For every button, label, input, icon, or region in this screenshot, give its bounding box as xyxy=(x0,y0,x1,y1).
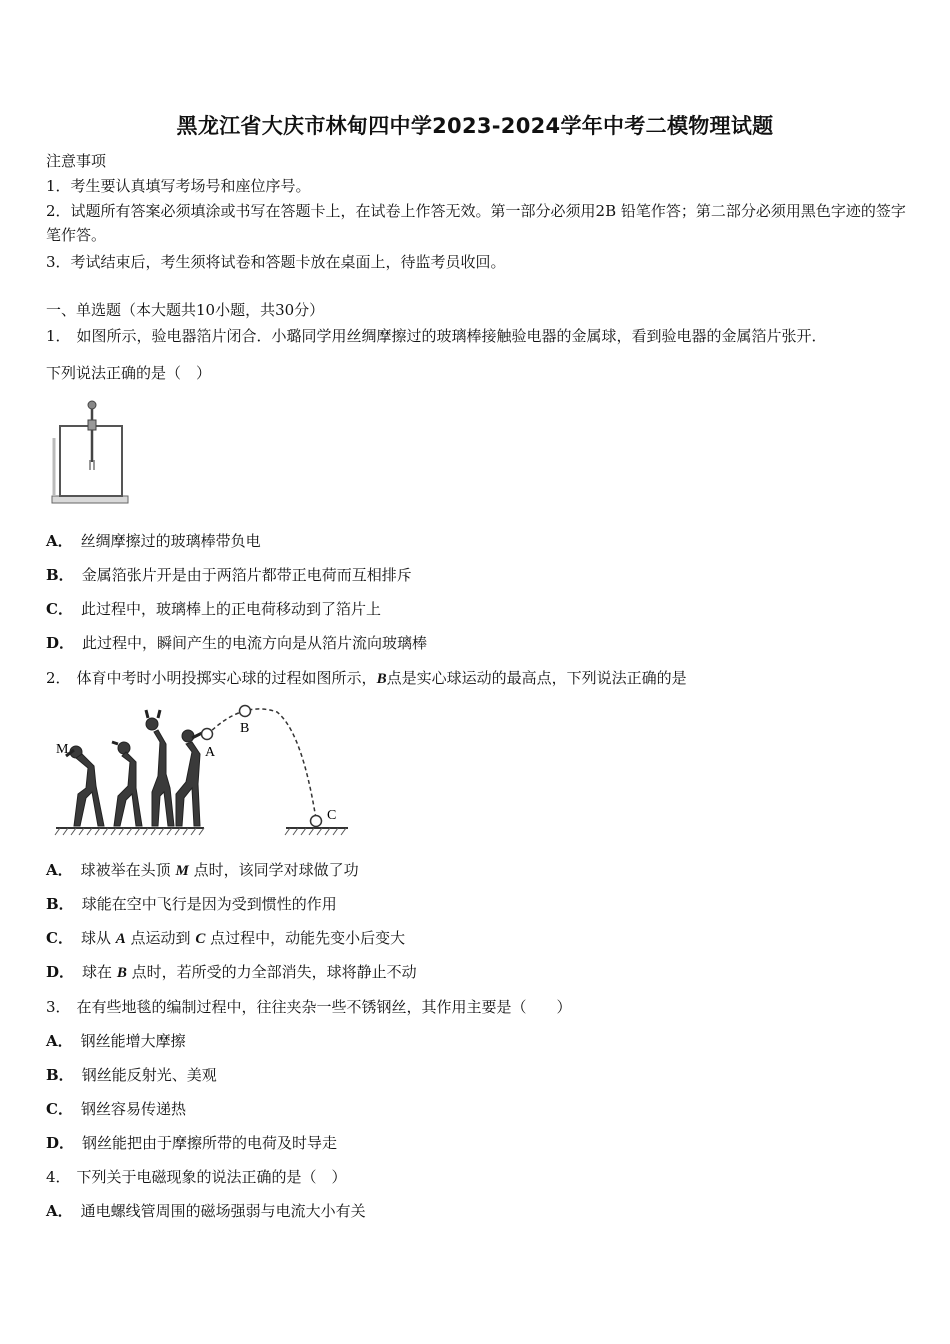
option-text: 钢丝能反射光、美观 xyxy=(81,1066,217,1084)
q2-option-a xyxy=(46,858,910,883)
question-text: 如图所示，验电器箔片闭合．小璐同学用丝绸摩擦过的玻璃棒接触验电器的金属球，看到验电器的金属箔片张开． xyxy=(76,327,827,345)
ball-at-c xyxy=(311,816,322,827)
q1-option-d xyxy=(46,631,910,655)
section-heading: 一、单选题（本大题共10小题，共30分） xyxy=(46,301,325,319)
q2-option-c xyxy=(46,926,910,951)
option-label: D． xyxy=(46,963,75,981)
q3-option-b xyxy=(46,1063,910,1087)
notice-item-3: 3．考试结束后，考生须将试卷和答题卡放在桌面上，待监考员收回。 xyxy=(46,253,506,271)
option-text-mid: 点运动到 xyxy=(130,929,191,947)
option-text: 此过程中，玻璃棒上的正电荷移动到了箔片上 xyxy=(80,600,381,618)
ball-at-a xyxy=(202,729,213,740)
label-a: A xyxy=(205,745,216,760)
option-text: 钢丝能把由于摩擦所带的电荷及时导走 xyxy=(82,1134,338,1152)
electroscope-knob xyxy=(88,401,96,409)
question-text-c: 点是实心球运动的最高点，下列说法正确的是 xyxy=(386,669,687,687)
athlete-pose-3 xyxy=(146,710,174,826)
question-number: 3． xyxy=(46,998,71,1016)
option-text: 此过程中，瞬间产生的电流方向是从箔片流向玻璃棒 xyxy=(82,634,428,652)
athlete-pose-2 xyxy=(112,742,142,826)
option-text: 钢丝容易传递热 xyxy=(80,1100,186,1118)
question-text-a: 体育中考时小明投掷实心球的过程如图所示， xyxy=(76,669,377,687)
athlete-pose-1 xyxy=(66,746,104,826)
option-var-2: C xyxy=(195,931,206,947)
athlete-pose-4 xyxy=(176,730,204,826)
label-m: M xyxy=(56,742,69,757)
question-number: 4． xyxy=(46,1168,71,1186)
shot-put-figure xyxy=(52,702,352,842)
option-label: A． xyxy=(46,861,73,879)
option-label: C． xyxy=(46,1100,73,1118)
option-text: 球能在空中飞行是因为受到惯性的作用 xyxy=(81,895,337,913)
option-text: 丝绸摩擦过的玻璃棒带负电 xyxy=(80,532,261,550)
ground-left-hatch xyxy=(55,828,204,835)
electroscope-stopper xyxy=(88,420,96,430)
option-label: B． xyxy=(46,566,74,584)
q1-option-a xyxy=(46,529,910,553)
option-var: M xyxy=(175,863,189,879)
q4-option-a xyxy=(46,1199,910,1223)
option-label: A． xyxy=(46,532,73,550)
option-label: D． xyxy=(46,1134,75,1152)
option-label: A． xyxy=(46,1032,73,1050)
option-label: C． xyxy=(46,929,73,947)
question-text: 在有些地毯的编制过程中，往往夹杂一些不锈钢丝，其作用主要是（ ） xyxy=(76,998,572,1016)
label-b: B xyxy=(240,721,250,736)
question-1 xyxy=(46,324,910,348)
electroscope-figure xyxy=(46,398,136,510)
option-var: A xyxy=(115,931,126,947)
option-label: D． xyxy=(46,634,75,652)
question-3 xyxy=(46,995,910,1019)
question-number: 1． xyxy=(46,327,71,345)
option-text: 球在 xyxy=(82,963,113,981)
option-text-end: 点过程中，动能先变小后变大 xyxy=(210,929,406,947)
ball-at-b xyxy=(240,706,251,717)
q3-option-c xyxy=(46,1097,910,1121)
option-text: 球从 xyxy=(80,929,111,947)
ball-trajectory xyxy=(207,709,316,819)
label-c: C xyxy=(327,808,337,823)
option-text-end: 点时，若所受的力全部消失，球将静止不动 xyxy=(131,963,417,981)
page-title: 黑龙江省大庆市林甸四中学2023-2024学年中考二模物理试题 xyxy=(176,114,774,138)
option-text: 球被举在头顶 xyxy=(80,861,171,879)
option-text-end: 点时，该同学对球做了功 xyxy=(193,861,359,879)
option-text: 金属箔张片开是由于两箔片都带正电荷而互相排斥 xyxy=(81,566,412,584)
question-2 xyxy=(46,666,910,691)
question-4 xyxy=(46,1165,910,1189)
q2-option-b xyxy=(46,892,910,916)
option-label: A． xyxy=(46,1202,73,1220)
question-var-b: B xyxy=(376,671,387,687)
question-text: 下列关于电磁现象的说法正确的是（ ） xyxy=(76,1168,347,1186)
option-text: 通电螺线管周围的磁场强弱与电流大小有关 xyxy=(80,1202,366,1220)
ground-right-hatch xyxy=(285,828,346,835)
q1-option-c xyxy=(46,597,910,621)
q3-option-d xyxy=(46,1131,910,1155)
question-1-stem-end: 下列说法正确的是（ ） xyxy=(46,364,212,382)
q1-option-b xyxy=(46,563,910,587)
q3-option-a xyxy=(46,1029,910,1053)
notice-item-1: 1．考生要认真填写考场号和座位序号。 xyxy=(46,177,311,195)
option-var: B xyxy=(116,965,127,981)
question-number: 2． xyxy=(46,669,71,687)
notice-heading: 注意事项 xyxy=(46,152,107,170)
notice-item-2: 2．试题所有答案必须填涂或书写在答题卡上，在试卷上作答无效。第一部分必须用2B 铅笔作答；第二部分必须用黑色字迹的签字笔作答。 xyxy=(46,202,906,244)
electroscope-base xyxy=(52,496,128,503)
option-text: 钢丝能增大摩擦 xyxy=(80,1032,186,1050)
q2-option-d xyxy=(46,960,910,985)
option-label: C． xyxy=(46,600,73,618)
option-label: B． xyxy=(46,895,74,913)
option-label: B． xyxy=(46,1066,74,1084)
